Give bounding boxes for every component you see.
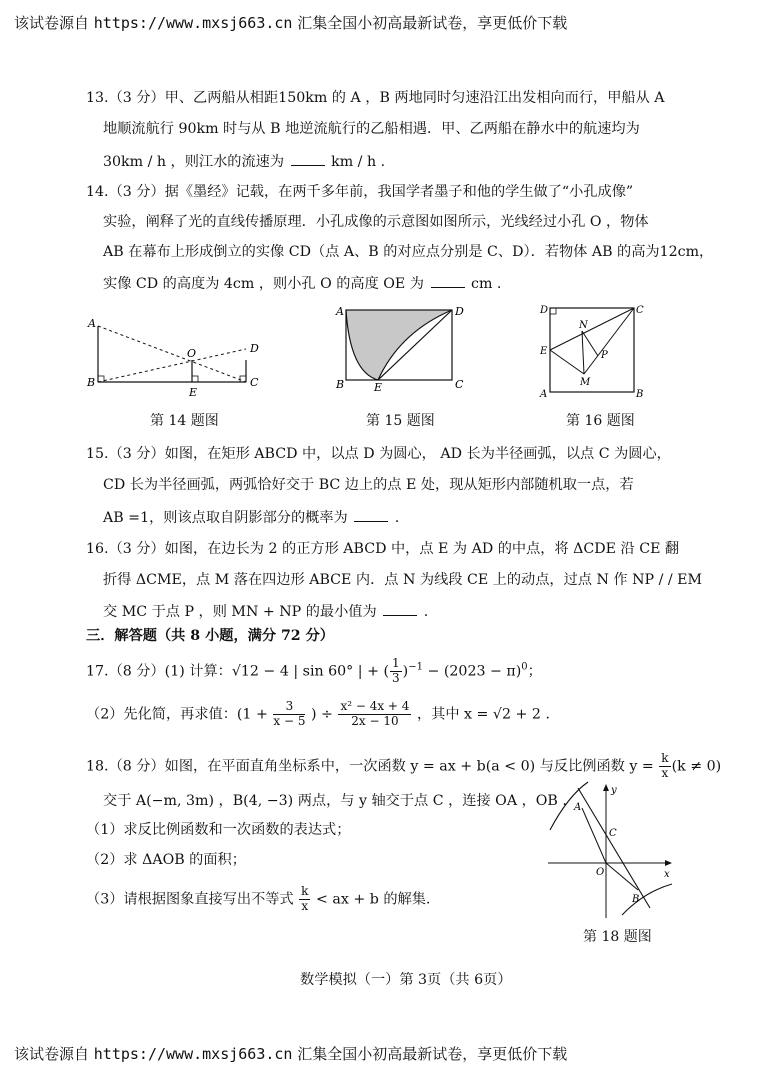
fraction xyxy=(659,752,670,781)
label-C: C xyxy=(250,376,259,389)
label-B: B xyxy=(87,376,96,389)
label-M: M xyxy=(580,377,591,388)
q18-line-2: 交于 A(−m, 3m) ，B(4, −3) 两点，与 y 轴交于点 C ，连接 OA ，OB . xyxy=(103,793,567,809)
q14-line-4b: cm . xyxy=(471,276,502,292)
numerator: 1 xyxy=(392,656,400,670)
banner-url[interactable]: https://www.mxsj663.cn xyxy=(93,1045,293,1063)
q13-line-1: 13.（3 分）甲、乙两船从相距150km 的 A ，B 两地同时匀速沿江出发相向而行，甲船从 A xyxy=(86,90,665,106)
label-x: x xyxy=(664,869,670,880)
fraction xyxy=(338,700,411,729)
exponent: 0 xyxy=(521,661,528,673)
page-footer: 数学模拟（一）第 3页（共 6页） xyxy=(300,972,512,988)
q15-line-3 xyxy=(103,508,399,527)
label-P: P xyxy=(601,350,608,361)
banner-suffix: 汇集全国小初高最新试卷，享更低价下载 xyxy=(292,1045,568,1063)
label-E: E xyxy=(374,381,383,392)
q15-line-3b: . xyxy=(394,510,400,526)
label-N: N xyxy=(579,320,588,331)
label-E: E xyxy=(540,346,548,357)
label-A: A xyxy=(88,317,96,330)
q16-line-3 xyxy=(103,602,428,621)
q14-line-1: 14.（3 分）据《墨经》记载，在两千多年前，我国学者墨子和他的学生做了“小孔成像” xyxy=(86,184,634,200)
q14-line-2: 实验，阐释了光的直线传播原理．小孔成像的示意图如图所示，光线经过小孔 O ，物体 xyxy=(103,214,649,230)
q17-p1b: ) xyxy=(402,663,409,680)
denominator: x − 5 xyxy=(273,713,306,728)
label-B: B xyxy=(336,378,345,391)
answer-blank xyxy=(354,508,388,522)
q18-sub-3 xyxy=(86,885,430,914)
q15-line-1: 15.（3 分）如图，在矩形 ABCD 中，以点 D 为圆心， AD 长为半径画弧，以点 C 为圆心， xyxy=(86,446,671,462)
fraction xyxy=(299,885,310,914)
banner-prefix: 该试卷源自 xyxy=(14,1045,94,1063)
figure-16-caption: 第 16 题图 xyxy=(566,413,635,429)
q14-line-3: AB 在幕布上形成倒立的实像 CD（点 A、B 的对应点分别是 C、D）．若物体 AB 的高为12cm， xyxy=(103,244,714,260)
q13-line-3 xyxy=(103,152,385,171)
figure-16 xyxy=(536,300,654,400)
numerator: k xyxy=(661,751,669,765)
denominator: x xyxy=(661,765,669,780)
label-C: C xyxy=(636,305,644,316)
figure-15-caption: 第 15 题图 xyxy=(366,413,435,429)
figure-18-caption: 第 18 题图 xyxy=(583,929,652,945)
fraction xyxy=(273,700,305,729)
q17-p2c: ，其中 x = √2 + 2 . xyxy=(416,706,550,723)
q16-line-1: 16.（3 分）如图，在边长为 2 的正方形 ABCD 中，点 E 为 AD 的中点，将 ΔCDE 沿 CE 翻 xyxy=(86,541,680,557)
q13-line-2: 地顺流航行 90km 时与从 B 地逆流航行的乙船相遇．甲、乙两船在静水中的航速均为 xyxy=(103,121,640,137)
numerator: 3 xyxy=(273,700,305,715)
q17-p2a: （2）先化简，再求值：(1 + xyxy=(86,706,268,723)
banner-suffix: 汇集全国小初高最新试卷，享更低价下载 xyxy=(292,14,568,32)
q18-sub-1: （1）求反比例函数和一次函数的表达式； xyxy=(86,822,351,838)
q17-part-2 xyxy=(86,700,550,729)
section-title: 三．解答题（共 8 小题，满分 72 分） xyxy=(86,628,334,644)
q16-line-3a: 交 MC 于点 P ，则 MN + NP 的最小值为 xyxy=(103,604,377,620)
q13-line-3b: km / h . xyxy=(331,154,386,170)
figure-18 xyxy=(540,780,680,920)
banner-prefix: 该试卷源自 xyxy=(14,14,94,32)
q13-line-3a: 30km / h ，则江水的流速为 xyxy=(103,154,285,170)
label-C: C xyxy=(455,378,464,391)
answer-blank xyxy=(291,152,325,166)
q18-sub-2: （2）求 ΔAOB 的面积； xyxy=(86,852,246,868)
denominator: x xyxy=(301,898,309,913)
q16-line-3b: . xyxy=(423,604,429,620)
q18-l1a: 18.（8 分）如图，在平面直角坐标系中，一次函数 y = ax + b(a < 0) 与反比例函数 y = xyxy=(86,758,654,775)
numerator: k xyxy=(301,884,309,898)
q15-line-2: CD 长为半径画弧，两弧恰好交于 BC 边上的点 E 处，现从矩形内部随机取一点，若 xyxy=(103,477,634,493)
label-C: C xyxy=(609,828,617,839)
label-y: y xyxy=(611,785,617,796)
denominator: 3 xyxy=(392,670,400,685)
q17-p1d: ； xyxy=(527,663,542,680)
label-A: A xyxy=(336,305,344,318)
label-D: D xyxy=(455,305,464,318)
label-O: O xyxy=(187,347,197,360)
q17-p2b: ) ÷ xyxy=(311,706,333,723)
figure-14 xyxy=(84,312,269,400)
fraction xyxy=(390,657,402,686)
q15-line-3a: AB =1，则该点取自阴影部分的概率为 xyxy=(103,510,348,526)
q18-line-1 xyxy=(86,752,721,781)
q17-part-1 xyxy=(86,657,542,686)
label-A: A xyxy=(540,389,548,400)
label-D: D xyxy=(250,342,259,355)
denominator: 2x − 10 xyxy=(351,713,399,728)
exponent: −1 xyxy=(408,661,423,673)
q18-s3a: （3）请根据图象直接写出不等式 xyxy=(86,891,294,908)
label-O: O xyxy=(596,867,605,878)
label-D: D xyxy=(540,305,549,316)
q16-line-2: 折得 ΔCME，点 M 落在四边形 ABCE 内．点 N 为线段 CE 上的动点，过点 N 作 NP / / EM xyxy=(103,572,703,588)
q14-line-4 xyxy=(103,274,501,293)
q18-s3b: < ax + b 的解集. xyxy=(315,891,431,908)
answer-blank xyxy=(383,602,417,616)
q17-p1c: − (2023 − π) xyxy=(422,663,522,680)
bottom-banner xyxy=(14,1043,567,1064)
label-A: A xyxy=(574,802,582,813)
label-E: E xyxy=(189,386,198,399)
label-B: B xyxy=(636,389,644,400)
q14-line-4a: 实像 CD 的高度为 4cm ，则小孔 O 的高度 OE 为 xyxy=(103,276,424,292)
top-banner xyxy=(14,12,567,33)
numerator: x² − 4x + 4 xyxy=(340,699,410,713)
q18-l1b: (k ≠ 0) xyxy=(671,758,722,775)
figure-14-caption: 第 14 题图 xyxy=(150,413,219,429)
label-B: B xyxy=(632,894,640,905)
banner-url[interactable]: https://www.mxsj663.cn xyxy=(93,14,293,32)
answer-blank xyxy=(431,274,465,288)
q17-p1a: 17.（8 分）(1) 计算：√12 − 4 | sin 60° | + ( xyxy=(86,663,390,680)
figure-15 xyxy=(330,302,470,392)
